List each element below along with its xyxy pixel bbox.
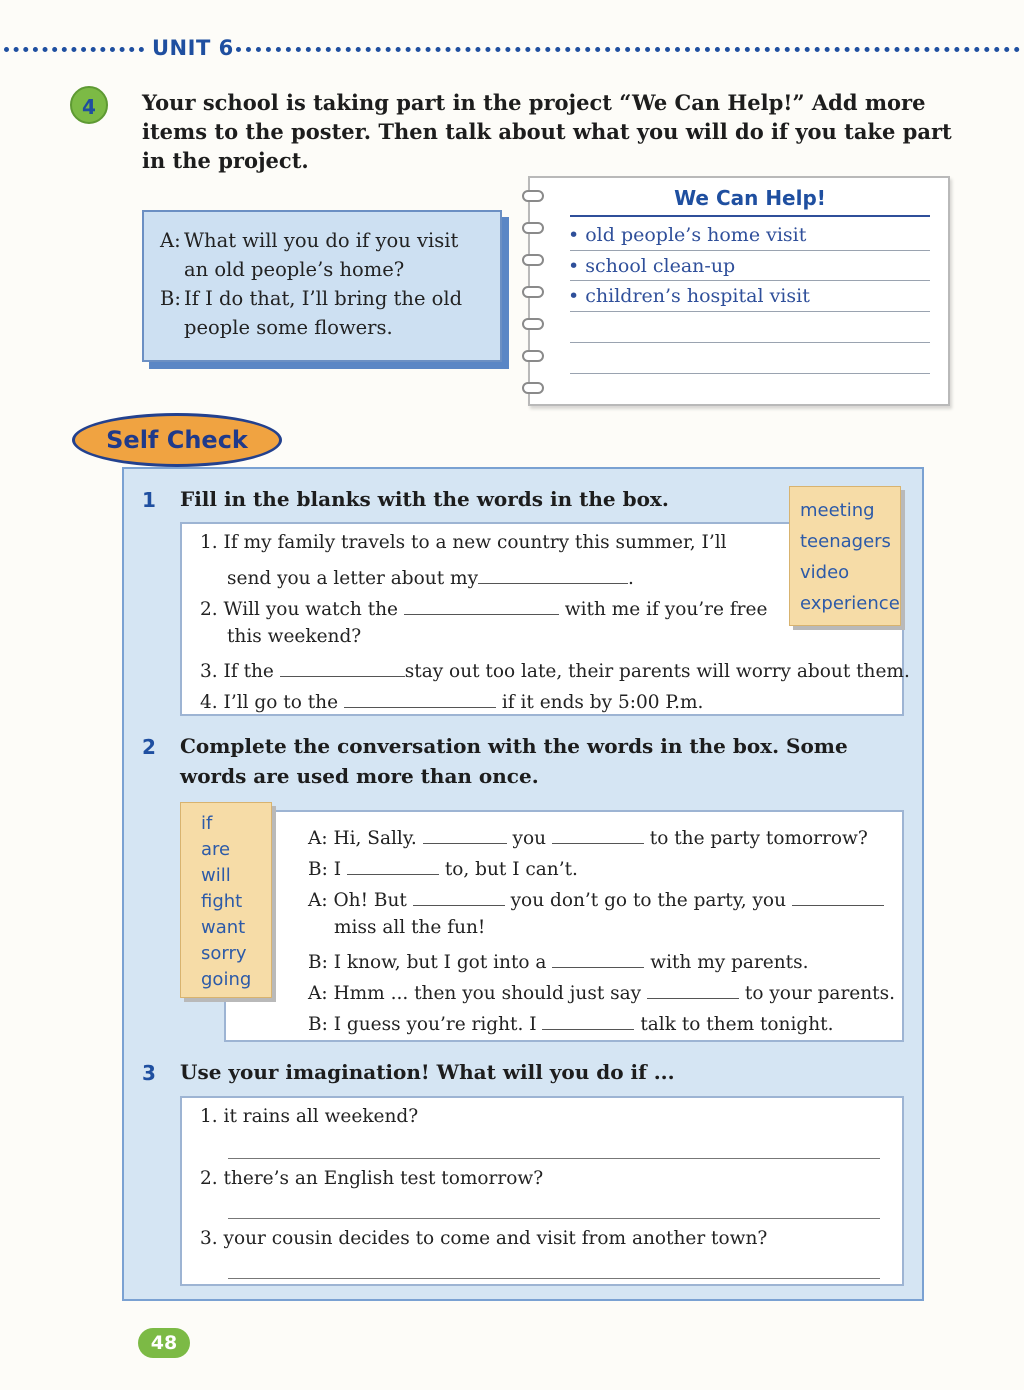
dialog-line <box>160 226 486 255</box>
unit-title: UNIT 6 <box>152 36 234 60</box>
answer-blank[interactable] <box>792 886 884 906</box>
word-box-item: if <box>201 813 213 834</box>
speaker-label: A: <box>160 229 181 252</box>
exercise-item: send you a letter about my . <box>227 564 634 589</box>
answer-blank[interactable] <box>552 948 644 968</box>
answer-blank[interactable] <box>542 1010 634 1030</box>
dialog-text: If I do that, I’ll bring the old <box>184 287 463 310</box>
section-1-number: 1 <box>142 488 156 512</box>
binder-ring-icon <box>522 190 544 202</box>
answer-blank[interactable] <box>404 595 559 615</box>
example-dialog-box <box>142 210 502 362</box>
section-2-title: words are used more than once. <box>180 764 539 788</box>
section-2-number: 2 <box>142 735 156 759</box>
conversation-line: B: I guess you’re right. I talk to them tonight. <box>308 1010 833 1035</box>
dialog-line <box>160 255 486 284</box>
word-box-item: sorry <box>201 943 247 964</box>
word-box-item: teenagers <box>800 531 891 552</box>
section-2-title: Complete the conversation with the words in the box. Some <box>180 734 848 758</box>
we-can-help-poster <box>528 176 950 406</box>
poster-rule <box>570 250 930 251</box>
section-1-word-box <box>789 486 901 626</box>
answer-blank[interactable] <box>478 564 628 584</box>
answer-blank[interactable] <box>552 824 644 844</box>
answer-blank[interactable] <box>280 657 405 677</box>
answer-blank[interactable] <box>647 979 739 999</box>
conversation-line: B: I know, but I got into a with my parents. <box>308 948 808 973</box>
poster-rule <box>570 280 930 281</box>
conversation-line: A: Hmm ... then you should just say to your parents. <box>308 979 895 1004</box>
poster-item: • school clean-up <box>568 255 736 277</box>
conversation-line: miss all the fun! <box>334 917 486 938</box>
poster-rule <box>570 373 930 374</box>
section-1-title: Fill in the blanks with the words in the box. <box>180 487 669 511</box>
answer-blank[interactable] <box>347 855 439 875</box>
poster-rule <box>570 311 930 312</box>
answer-blank[interactable] <box>423 824 507 844</box>
answer-line[interactable] <box>228 1158 880 1159</box>
question-item: 1. it rains all weekend? <box>200 1106 419 1127</box>
binder-ring-icon <box>522 382 544 394</box>
word-box-item: want <box>201 917 246 938</box>
dialog-line <box>160 284 486 313</box>
word-box-item: going <box>201 969 252 990</box>
exercise-item: 1. If my family travels to a new country this summer, I’ll <box>200 532 727 553</box>
answer-blank[interactable] <box>413 886 505 906</box>
binder-ring-icon <box>522 318 544 330</box>
dialog-text: an old people’s home? <box>184 258 405 281</box>
conversation-line: B: I to, but I can’t. <box>308 855 578 880</box>
section-3-title: Use your imagination! What will you do if ... <box>180 1060 675 1084</box>
word-box-item: meeting <box>800 500 875 521</box>
binder-ring-icon <box>522 286 544 298</box>
activity-4-number: 4 <box>70 86 108 124</box>
dialog-text: people some flowers. <box>184 316 393 339</box>
word-box-item: will <box>201 865 231 886</box>
binder-ring-icon <box>522 254 544 266</box>
exercise-item: 2. Will you watch the with me if you’re free <box>200 595 767 620</box>
section-2-exercise-box <box>224 810 904 1042</box>
word-box-item: fight <box>201 891 243 912</box>
binder-ring-icon <box>522 350 544 362</box>
speaker-label: B: <box>160 287 181 310</box>
answer-line[interactable] <box>228 1218 880 1219</box>
question-item: 3. your cousin decides to come and visit from another town? <box>200 1228 768 1249</box>
binder-ring-icon <box>522 222 544 234</box>
section-3-number: 3 <box>142 1061 156 1085</box>
dialog-line <box>160 313 486 342</box>
poster-title: We Can Help! <box>674 186 826 210</box>
poster-title-rule <box>570 215 930 217</box>
dotted-rule-left <box>4 47 144 52</box>
poster-rule <box>570 342 930 343</box>
dotted-rule-right <box>236 47 1020 52</box>
poster-item: • children’s hospital visit <box>568 285 810 307</box>
exercise-item: this weekend? <box>227 626 362 647</box>
conversation-line: A: Oh! But you don’t go to the party, you <box>308 886 884 911</box>
dialog-text: What will you do if you visit <box>184 229 459 252</box>
answer-line[interactable] <box>228 1278 880 1279</box>
section-2-word-box <box>180 802 272 998</box>
question-item: 2. there’s an English test tomorrow? <box>200 1168 544 1189</box>
word-box-item: are <box>201 839 231 860</box>
section-3-exercise-box <box>180 1096 904 1286</box>
page-number: 48 <box>138 1328 190 1358</box>
word-box-item: experience <box>800 593 900 614</box>
conversation-line: A: Hi, Sally. you to the party tomorrow? <box>308 824 868 849</box>
answer-blank[interactable] <box>344 688 496 708</box>
self-check-title: Self Check <box>72 413 282 467</box>
activity-4-instruction: Your school is taking part in the project “We Can Help!” Add more items to the poster. Then talk about what you will do if you take part in the project. <box>142 90 952 173</box>
poster-item: • old people’s home visit <box>568 224 807 246</box>
unit-header <box>0 30 1024 70</box>
exercise-item: 4. I’ll go to the if it ends by 5:00 P.m. <box>200 688 703 713</box>
word-box-item: video <box>800 562 850 583</box>
exercise-item: 3. If the stay out too late, their parents will worry about them. <box>200 657 910 682</box>
